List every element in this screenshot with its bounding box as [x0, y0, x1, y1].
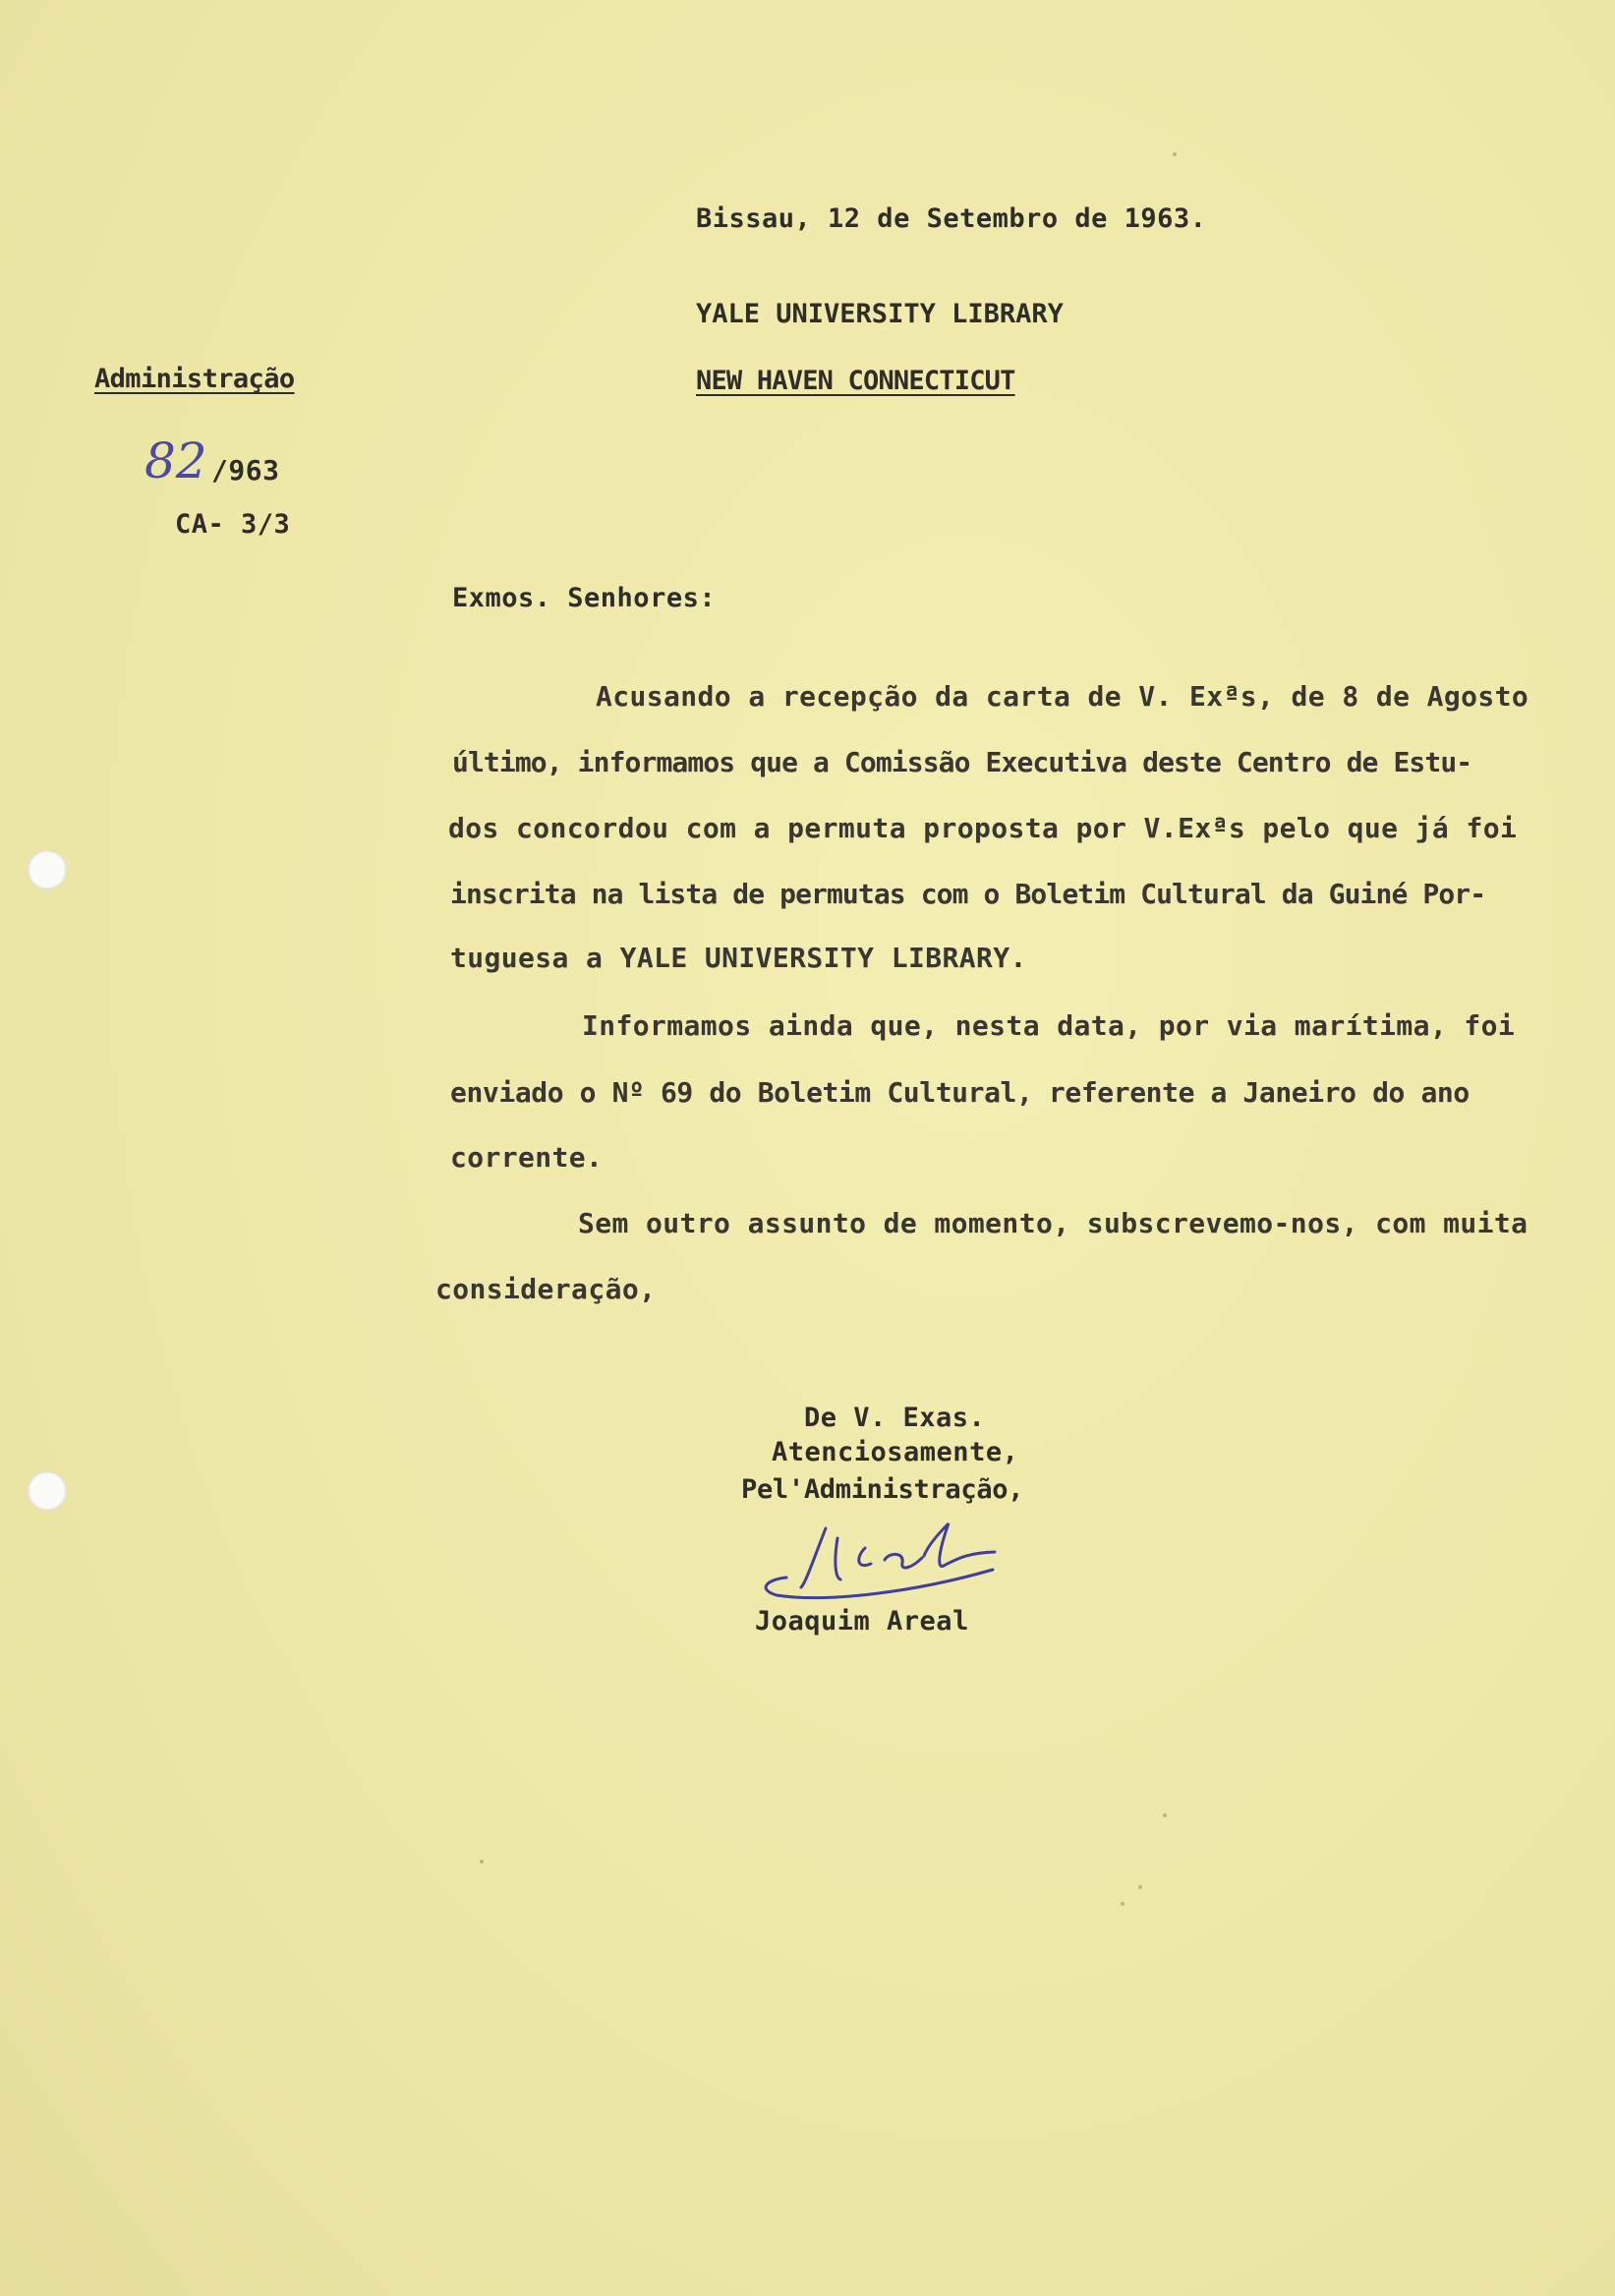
paper-speck — [1121, 1902, 1125, 1906]
body-line: último, informamos que a Comissão Executiva deste Centro de Estu- — [452, 746, 1472, 778]
reference-code: CA- 3/3 — [175, 509, 291, 540]
closing-line-3: Pel'Administração, — [741, 1474, 1024, 1505]
closing-line-1: De V. Exas. — [804, 1403, 986, 1433]
body-line: enviado o Nº 69 do Boletim Cultural, referente a Janeiro do ano — [450, 1076, 1470, 1109]
recipient-address: NEW HAVEN CONNECTICUT — [696, 366, 1015, 396]
punch-hole-top — [28, 850, 67, 890]
closing-line-2: Atenciosamente, — [772, 1437, 1019, 1467]
reference-number-handwritten: 82 — [144, 432, 207, 489]
date-line: Bissau, 12 de Setembro de 1963. — [696, 203, 1207, 234]
punch-hole-bottom — [28, 1471, 67, 1511]
body-line: dos concordou com a permuta proposta por V.Exªs pelo que já foi — [448, 812, 1518, 844]
paper-speck — [1173, 152, 1177, 156]
body-line: Sem outro assunto de momento, subscrevemo-nos, com muita — [578, 1207, 1528, 1239]
salutation: Exmos. Senhores: — [452, 583, 717, 613]
paper-speck — [1163, 1813, 1167, 1817]
paper-speck — [480, 1860, 484, 1864]
handwritten-signature — [747, 1509, 1012, 1607]
body-line: tuguesa a YALE UNIVERSITY LIBRARY. — [450, 942, 1027, 974]
reference-year: /963 — [211, 454, 280, 487]
paper-speck — [1138, 1885, 1142, 1889]
body-line: inscrita na lista de permutas com o Boletim Cultural da Guiné Por- — [450, 878, 1486, 910]
body-line: Informamos ainda que, nesta data, por via marítima, foi — [582, 1009, 1516, 1042]
recipient-name: YALE UNIVERSITY LIBRARY — [696, 299, 1064, 329]
body-line: consideração, — [435, 1273, 657, 1305]
department-label: Administração — [94, 364, 295, 394]
signatory-name: Joaquim Areal — [755, 1606, 969, 1636]
body-line: Acusando a recepção da carta de V. Exªs, de 8 de Agosto — [596, 680, 1529, 713]
body-line: corrente. — [450, 1141, 604, 1174]
